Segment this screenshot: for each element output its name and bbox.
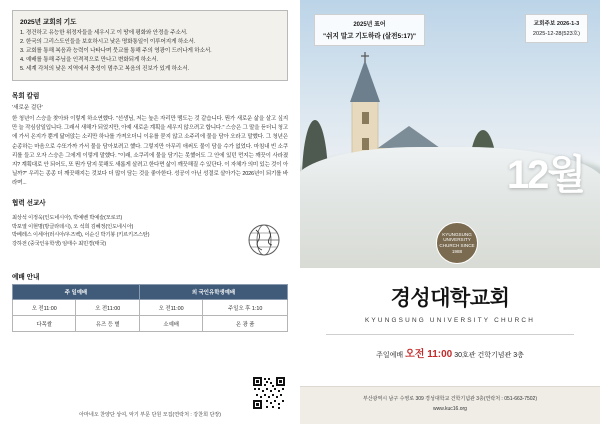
issue-label: 교회주보 2026-1-3 — [533, 21, 580, 27]
service-time: 오전 11:00 — [405, 349, 453, 360]
prayer-item: 3. 교회를 통해 복음과 능력이 나타나며 뭇교를 통해 주의 영광이 드러나게 하소서. — [20, 48, 212, 55]
globe-icon — [242, 218, 286, 262]
cell-time: 오 전11:00 — [139, 300, 202, 316]
prayer-item: 4. 예배를 통해 주님을 인격적으로 만나고 변화되게 하소서. — [20, 57, 159, 64]
missionary-item: 강하전 (중국인유학생) 임태수 최민경(태국) — [12, 240, 107, 247]
prayer-item: 5. 세계 각처의 낮은 지역에서 충성이 멈추고 복음의 진보가 있게 하소서. — [20, 66, 189, 73]
missionary-list — [12, 214, 238, 248]
cell-place: 유즈 등 별 — [76, 316, 139, 332]
cell-place: 온 광 품 — [203, 316, 288, 332]
missionary-title: 협력 선교사 — [12, 200, 46, 208]
missionary-item: 최상석 이정욱(인도네시아), 박예벤 박예슬(모로코) — [12, 215, 123, 222]
prayer-box — [12, 10, 288, 81]
prayer-item: 2. 한국의 그리스도인들을 보호하시고 낮은 명화통일이 이루어지게 하소서. — [20, 39, 196, 46]
prayer-list — [20, 29, 280, 74]
qr-code[interactable] — [252, 376, 286, 410]
month-label: 12월 — [506, 153, 584, 197]
missionary-item: 박베레스 이세아(러시아/우즈벡), 이순신 박기봉 (키르키즈스탄) — [12, 232, 150, 239]
service-place: 30호관 건학기념관 3층 — [454, 352, 524, 359]
table-row — [13, 316, 288, 332]
col-header-intl: 외 국인유학생예배 — [139, 285, 287, 300]
pastor-column-body: 한 청년이 스승을 찾아와 이렇게 하소연했다. "선생님, 저는 높은 자리만 맴도는 것 같습니다. 뭔가 새로운 삶을 살고 싶지만 늘 작심삼일입니다. 그래서 새해가 되었지만, 아예 새로운 계획을 세우지 않으려고 합니다." 스승은 그 말을 듣더니 청고에 가서 온지가 뿐게 닮어앉는 소리만 하나를 가져오더니 이유를 묻지 않고 소주리에 물을 담아 오라고 말했다. 그 청년은 순종하는 마음으로 수또가까 가서 물을 담아보려고 했다. 그렇지만 아무리 애써도 물이 담을 수가 없었다. 마침내 빈 소쿠리를 들고 오자 스승은 그에게 이렇게 말했다. "이래, 소쿠리에 물을 담기는 못했어도 그 안에 있던 먼지는 깨끗이 사라졌지? 계획대로 안 되어도, 또 뭔가 담지 못해도 새롭게 살려고 한다면 삶이 깨끗해질 수 있단다. 이 자체가 의미 있는 것이 아닐까?" 우리는 종종 더 깨끗해지는 것보다 더 많이 담는 것을 좋아한다. 성공이 아닌 성결로 살아가는 2026년이 되기를 바라며... — [12, 116, 288, 187]
worship-table — [12, 284, 288, 332]
issue-date: 2025-12-28(523호) — [532, 31, 580, 37]
year-motto-badge — [314, 14, 425, 46]
address-bar — [300, 386, 600, 424]
table-header-row — [13, 285, 288, 300]
footer-note: 아마네오 찬양단 상여, 악기 부문 단원 모집(연락처 : 강찬희 단장) — [79, 412, 221, 418]
address-line1: 부산광역시 남구 수영로 309 경성대학교 건학기념관 3층(연락처 : 051-663-7502) — [362, 396, 538, 402]
table-row — [13, 300, 288, 316]
worship-info-title: 예배 안내 — [12, 274, 40, 282]
church-name-en: KYUNGSUNG UNIVERSITY CHURCH — [364, 317, 536, 324]
motto-verse: "쉬지 말고 기도하라 (살전5:17)" — [323, 33, 417, 40]
church-name: 경성대학교회 — [390, 287, 510, 310]
cell-place: 소예배 — [139, 316, 202, 332]
motto-year: 2025년 표어 — [353, 22, 386, 28]
church-seal: KYUNGSUNG UNIVERSITY CHURCH SINCE 1988 — [436, 222, 478, 264]
cell-place: 다목쌀 — [13, 316, 76, 332]
cell-time: 주일오 후 1:10 — [203, 300, 288, 316]
service-info — [300, 345, 600, 360]
service-label: 주일예배 — [376, 352, 404, 359]
pastor-column-subtitle: '새로운 걸단' — [12, 105, 43, 112]
cover-photo — [300, 0, 600, 268]
col-header-sunday: 주 일예배 — [13, 285, 140, 300]
pastor-column-title: 목회 칼럼 — [12, 93, 40, 101]
cell-time: 오 전11:00 — [76, 300, 139, 316]
church-identity-block — [300, 268, 600, 424]
right-panel — [300, 0, 600, 424]
cell-time: 오 전11:00 — [13, 300, 76, 316]
address-line2[interactable]: www.kuc16.org — [433, 406, 467, 412]
issue-badge — [525, 14, 588, 43]
missionary-item: 박포열 이현명(방글라데시), 오 석희 김혜정(인도네시아) — [12, 223, 134, 230]
missionary-section — [12, 214, 288, 262]
prayer-item: 1. 경건하고 유능한 위정자들을 세우시고 이 땅에 평화와 안정을 주소서. — [20, 30, 188, 36]
prayer-title: 2025년 교회의 기도 — [20, 19, 77, 26]
divider — [326, 334, 574, 335]
